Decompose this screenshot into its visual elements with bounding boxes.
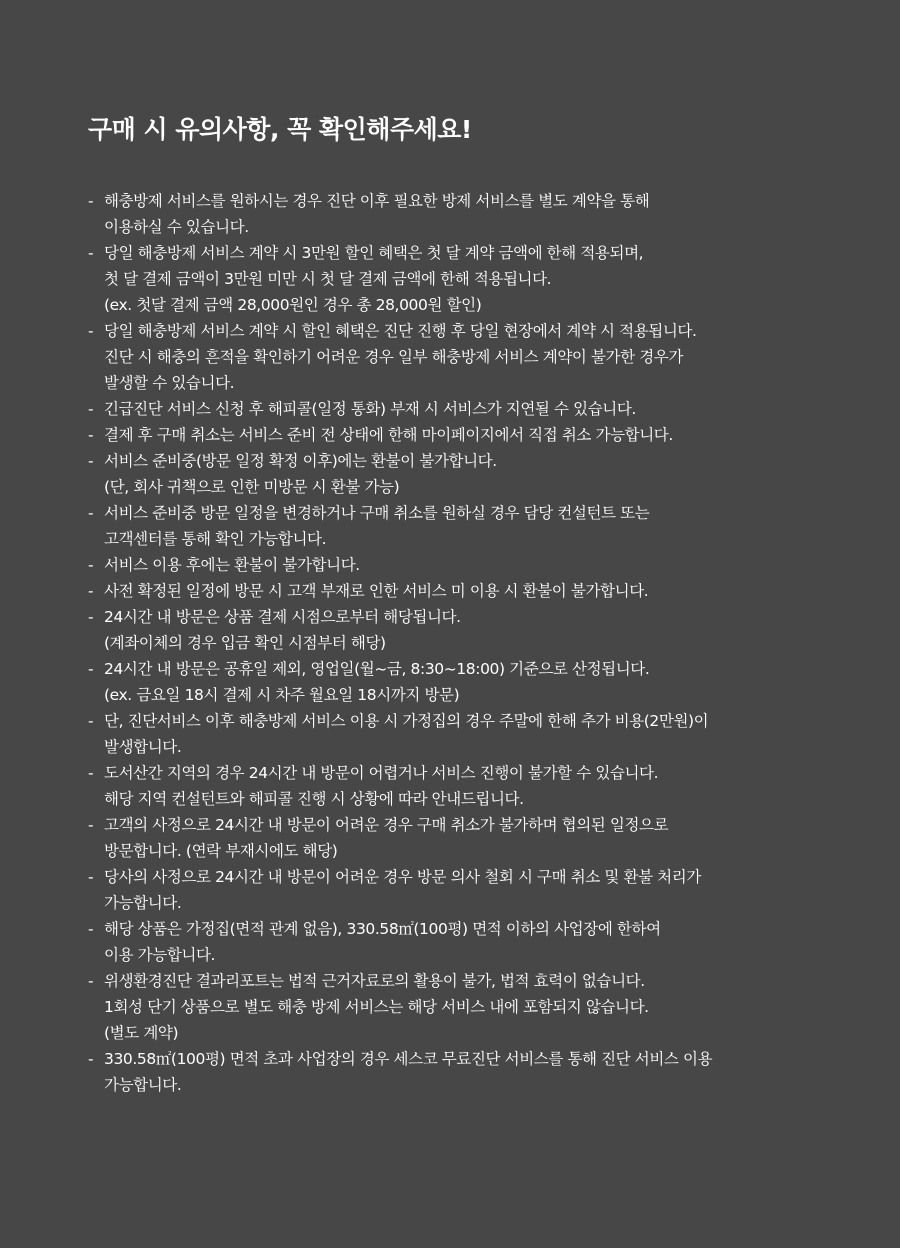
notice-item-text: [104, 916, 878, 968]
notice-line: 발생할 수 있습니다.: [104, 374, 235, 392]
notice-line: 당사의 사정으로 24시간 내 방문이 어려운 경우 방문 의사 철회 시 구매 취소 및 환불 처리가: [104, 868, 701, 886]
notice-line: (별도 계약): [104, 1024, 179, 1042]
notice-item: [88, 240, 878, 318]
notice-item: [88, 968, 878, 1046]
notice-item-text: [104, 578, 878, 604]
notice-line: 해당 지역 컨설턴트와 해피콜 진행 시 상황에 따라 안내드립니다.: [104, 790, 524, 808]
notice-item: [88, 864, 878, 916]
notice-item: [88, 318, 878, 396]
notice-item: [88, 604, 878, 656]
notice-item-text: [104, 318, 878, 396]
notice-line: 진단 시 해충의 흔적을 확인하기 어려운 경우 일부 해충방제 서비스 계약이 불가한 경우가: [104, 348, 683, 366]
notice-item: [88, 708, 878, 760]
notice-line: 고객센터를 통해 확인 가능합니다.: [104, 530, 327, 548]
notice-item-text: [104, 864, 878, 916]
notice-line: 위생환경진단 결과리포트는 법적 근거자료로의 활용이 불가, 법적 효력이 없습니다.: [104, 972, 645, 990]
notice-line: 긴급진단 서비스 신청 후 해피콜(일정 통화) 부재 시 서비스가 지연될 수 있습니다.: [104, 400, 636, 418]
notice-item-text: [104, 604, 878, 656]
notice-line: 첫 달 결제 금액이 3만원 미만 시 첫 달 결제 금액에 한해 적용됩니다.: [104, 270, 552, 288]
notice-item: [88, 578, 878, 604]
notice-item: [88, 1046, 878, 1098]
notice-item-text: [104, 188, 878, 240]
notice-line: 서비스 이용 후에는 환불이 불가합니다.: [104, 556, 360, 574]
notice-item: [88, 448, 878, 500]
notice-line: 이용하실 수 있습니다.: [104, 218, 249, 236]
bullet-dash: -: [88, 764, 94, 782]
notice-line: 해충방제 서비스를 원하시는 경우 진단 이후 필요한 방제 서비스를 별도 계약을 통해: [104, 192, 650, 210]
notice-item: [88, 812, 878, 864]
notice-list: [88, 188, 878, 1098]
notice-item: [88, 188, 878, 240]
notice-line: 서비스 준비중(방문 일정 확정 이후)에는 환불이 불가합니다.: [104, 452, 497, 470]
notice-line: 당일 해충방제 서비스 계약 시 할인 혜택은 진단 진행 후 당일 현장에서 계약 시 적용됩니다.: [104, 322, 697, 340]
notice-line: (ex. 금요일 18시 결제 시 차주 월요일 18시까지 방문): [104, 686, 460, 704]
bullet-dash: -: [88, 920, 94, 938]
bullet-dash: -: [88, 322, 94, 340]
notice-line: (계좌이체의 경우 입금 확인 시점부터 해당): [104, 634, 386, 652]
bullet-dash: -: [88, 660, 94, 678]
notice-line: 발생합니다.: [104, 738, 182, 756]
bullet-dash: -: [88, 504, 94, 522]
bullet-dash: -: [88, 608, 94, 626]
bullet-dash: -: [88, 400, 94, 418]
notice-item-text: [104, 422, 878, 448]
notice-item-text: [104, 1046, 878, 1098]
notice-item: [88, 656, 878, 708]
notice-line: 24시간 내 방문은 공휴일 제외, 영업일(월~금, 8:30~18:00) 기준으로 산정됩니다.: [104, 660, 650, 678]
notice-line: 결제 후 구매 취소는 서비스 준비 전 상태에 한해 마이페이지에서 직접 취소 가능합니다.: [104, 426, 673, 444]
notice-line: (단, 회사 귀책으로 인한 미방문 시 환불 가능): [104, 478, 400, 496]
notice-line: 단, 진단서비스 이후 해충방제 서비스 이용 시 가정집의 경우 주말에 한해 추가 비용(2만원)이: [104, 712, 709, 730]
notice-item-text: [104, 448, 878, 500]
notice-title: 구매 시 유의사항, 꼭 확인해주세요!: [88, 115, 472, 144]
notice-line: 고객의 사정으로 24시간 내 방문이 어려운 경우 구매 취소가 불가하며 협의된 일정으로: [104, 816, 669, 834]
notice-item: [88, 422, 878, 448]
bullet-dash: -: [88, 1050, 94, 1068]
notice-item-text: [104, 708, 878, 760]
bullet-dash: -: [88, 582, 94, 600]
bullet-dash: -: [88, 556, 94, 574]
notice-item: [88, 916, 878, 968]
notice-item-text: [104, 500, 878, 552]
bullet-dash: -: [88, 972, 94, 990]
notice-line: 가능합니다.: [104, 1076, 182, 1094]
bullet-dash: -: [88, 192, 94, 210]
notice-item: [88, 396, 878, 422]
bullet-dash: -: [88, 816, 94, 834]
notice-line: 330.58㎡(100평) 면적 초과 사업장의 경우 세스코 무료진단 서비스를 통해 진단 서비스 이용: [104, 1050, 713, 1068]
notice-item: [88, 552, 878, 578]
notice-line: 방문합니다. (연락 부재시에도 해당): [104, 842, 338, 860]
notice-line: (ex. 첫달 결제 금액 28,000원인 경우 총 28,000원 할인): [104, 296, 482, 314]
bullet-dash: -: [88, 868, 94, 886]
notice-item-text: [104, 552, 878, 578]
notice-line: 24시간 내 방문은 상품 결제 시점으로부터 해당됩니다.: [104, 608, 461, 626]
notice-line: 당일 해충방제 서비스 계약 시 3만원 할인 혜택은 첫 달 계약 금액에 한해 적용되며,: [104, 244, 644, 262]
notice-item: [88, 760, 878, 812]
bullet-dash: -: [88, 244, 94, 262]
notice-item-text: [104, 968, 878, 1046]
notice-line: 사전 확정된 일정에 방문 시 고객 부재로 인한 서비스 미 이용 시 환불이 불가합니다.: [104, 582, 649, 600]
notice-line: 해당 상품은 가정집(면적 관계 없음), 330.58㎡(100평) 면적 이하의 사업장에 한하여: [104, 920, 661, 938]
purchase-notice: [88, 108, 878, 1098]
notice-item-text: [104, 240, 878, 318]
notice-line: 도서산간 지역의 경우 24시간 내 방문이 어렵거나 서비스 진행이 불가할 수 있습니다.: [104, 764, 659, 782]
notice-line: 1회성 단기 상품으로 별도 해충 방제 서비스는 해당 서비스 내에 포함되지 않습니다.: [104, 998, 649, 1016]
notice-item-text: [104, 656, 878, 708]
notice-line: 가능합니다.: [104, 894, 182, 912]
bullet-dash: -: [88, 712, 94, 730]
notice-item-text: [104, 396, 878, 422]
notice-line: 서비스 준비중 방문 일정을 변경하거나 구매 취소를 원하실 경우 담당 컨설턴트 또는: [104, 504, 650, 522]
notice-item: [88, 500, 878, 552]
bullet-dash: -: [88, 452, 94, 470]
notice-item-text: [104, 812, 878, 864]
bullet-dash: -: [88, 426, 94, 444]
notice-item-text: [104, 760, 878, 812]
notice-line: 이용 가능합니다.: [104, 946, 216, 964]
